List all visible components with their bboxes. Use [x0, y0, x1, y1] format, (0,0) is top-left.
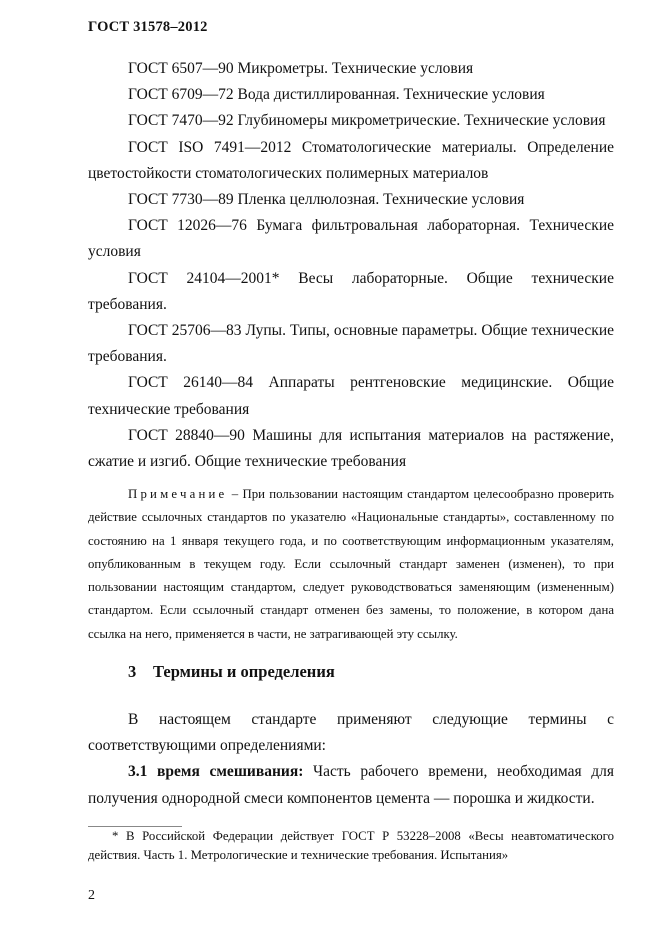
reference-item: ГОСТ 6507—90 Микрометры. Технические условия: [128, 60, 474, 77]
term-definition: Часть рабочего времени, необходимая для получения однородной смеси компонентов цемента — порошка и жидкости.: [88, 763, 615, 807]
term-name: время смешивания:: [157, 763, 304, 781]
section-number: 3: [128, 662, 137, 681]
note-text: – При пользовании настоящим стандартом целесообразно проверить действие ссылочных стандартов по указателю «Национальные стандарты», составленному по состоянию на 1 января текущего года, и по соответствующим информационным указателям, опубликованным в текущем году. Если ссылочный стандарт заменен (изменен), то при пользовании настоящим стандартом, следует руководствоваться заменяющим (измененным) стандартом. Если ссылочный стандарт отменен без замены, то положение, в котором дана ссылка на него, применяется в части, не затрагивающей эту ссылку.: [88, 487, 615, 641]
note-label: Примечание: [128, 487, 228, 501]
reference-item: ГОСТ 12026—76 Бумага фильтровальная лабораторная. Технические условия: [88, 217, 614, 261]
reference-item: ГОСТ ISO 7491—2012 Стоматологические материалы. Определение цветостойкости стоматологических полимерных материалов: [88, 138, 614, 182]
term-definition-3-1: [88, 759, 614, 811]
reference-item: ГОСТ 28840—90 Машины для испытания материалов на растяжение, сжатие и изгиб. Общие технические требования: [88, 426, 614, 471]
term-number: 3.1: [128, 763, 148, 781]
reference-item: ГОСТ 26140—84 Аппараты рентгеновские медицинские. Общие технические требования: [88, 374, 614, 418]
references-note: [88, 483, 614, 646]
section-body: [88, 707, 614, 812]
section-title: Термины и определения: [153, 662, 335, 681]
reference-item: ГОСТ 24104—2001* Весы лабораторные. Общие технические требования.: [88, 269, 614, 313]
reference-item: ГОСТ 7730—89 Пленка целлюлозная. Технические условия: [128, 191, 525, 209]
page-number: 2: [88, 888, 95, 903]
section-intro: В настоящем стандарте применяют следующие термины с соответствующими определениями:: [88, 711, 614, 755]
reference-item: ГОСТ 25706—83 Лупы. Типы, основные параметры. Общие технические требования.: [88, 322, 614, 366]
document-header: ГОСТ 31578–2012: [88, 19, 208, 35]
normative-references-list: [88, 56, 614, 475]
footnote: * В Российской Федерации действует ГОСТ Р 53228–2008 «Весы неавтоматического действия. Часть 1. Метрологические и технические требования. Испытания»: [88, 829, 614, 862]
section-heading: [128, 662, 335, 682]
reference-item: ГОСТ 7470—92 Глубиномеры микрометрические. Технические условия: [128, 112, 606, 130]
reference-item: ГОСТ 6709—72 Вода дистиллированная. Технические условия: [128, 86, 545, 104]
